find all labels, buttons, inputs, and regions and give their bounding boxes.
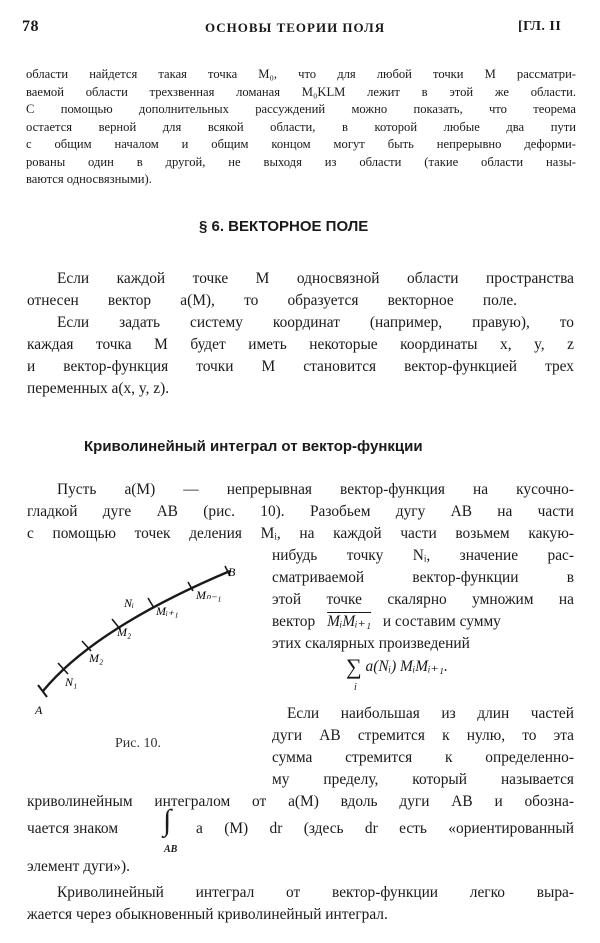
chapter-marker: [ГЛ. II xyxy=(518,19,562,34)
section-line: и вектор-функция точки M становится вектор-функцией трех xyxy=(27,358,574,375)
section-line: каждая точка M будет иметь некоторые координаты x, y, z xyxy=(27,336,574,353)
intro-line: остается верной для всякой области, в которой любые два пути xyxy=(26,120,576,134)
page-number: 78 xyxy=(22,18,39,35)
text-line: Криволинейный интеграл от вектор-функции легко выра- xyxy=(57,884,574,901)
text-line-vector xyxy=(272,611,574,633)
running-title: ОСНОВЫ ТЕОРИИ ПОЛЯ xyxy=(205,20,386,35)
text-line: му пределу, который называется xyxy=(272,771,574,788)
text-line: с помощью точек деления Mᵢ, на каждой части возьмем какую- xyxy=(27,525,574,542)
label-Mn1: Mₙ₋₁ xyxy=(196,588,222,602)
text-line: элемент дуги»). xyxy=(27,858,130,875)
label-Mi1: Mᵢ₊₁ xyxy=(156,604,179,618)
figure-caption: Рис. 10. xyxy=(115,736,161,751)
label-M2-lower: M₂ xyxy=(89,651,104,665)
sum-index: i xyxy=(354,682,357,693)
intro-line: рованы один в другой, не выходя из области (такие области назы- xyxy=(26,155,576,169)
vector-MiMi1: MᵢMᵢ₊₁ xyxy=(327,613,372,630)
label-A: A xyxy=(35,703,43,717)
label-Ni: Nᵢ xyxy=(124,596,134,610)
integral-sign: ∫ xyxy=(163,804,172,837)
text-line: Если наибольшая из длин частей xyxy=(287,705,574,722)
text-line: Пусть a(M) — непрерывная вектор-функция на кусочно- xyxy=(57,481,574,498)
sum-sign: ∑ xyxy=(346,654,362,679)
intro-line: с общим началом и общим концом могут быть непрерывно деформи- xyxy=(26,137,576,151)
section-title: § 6. ВЕКТОРНОЕ ПОЛЕ xyxy=(199,218,369,235)
intro-line: С помощью дополнительных рассуждений можно показать, что теорема xyxy=(26,102,576,116)
section-line: отнесен вектор a(M), то образуется векторное поле. xyxy=(27,292,517,309)
intro-line: ваемой области трехзвенная ломаная M₀KLM лежит в этой же области. xyxy=(26,85,576,99)
section-line: переменных a(x, y, z). xyxy=(27,380,170,397)
tick-Mi xyxy=(148,598,154,608)
text-line: этих скалярных произведений xyxy=(272,635,470,652)
text-line: этой точке скалярно умножим на xyxy=(272,591,574,608)
integral-limit: AB xyxy=(164,844,178,855)
sum-body: a(Nᵢ) MᵢMᵢ₊₁. xyxy=(365,658,448,675)
text-fragment: a (M) dr (здесь dr есть «ориентированный xyxy=(196,820,574,837)
text-line: сматриваемой вектор-функции в xyxy=(272,569,574,586)
figure-10 xyxy=(25,558,275,728)
subsection-title: Криволинейный интеграл от вектор-функции xyxy=(84,438,423,455)
label-N1: N₁ xyxy=(65,675,78,689)
intro-line: ваются односвязными). xyxy=(26,172,152,186)
label-M2-upper: M₂ xyxy=(117,625,132,639)
label-B: B xyxy=(228,565,236,579)
sum-formula xyxy=(346,654,448,680)
section-line: Если задать систему координат (например, правую), то xyxy=(57,314,574,331)
text-fragment: вектор xyxy=(272,613,316,630)
section-line: Если каждой точке M односвязной области пространства xyxy=(57,270,574,287)
text-line: сумма стремится к определенно- xyxy=(272,749,574,766)
intro-line: области найдется такая точка M₀, что для любой точки M рассматри- xyxy=(26,67,576,81)
text-line: гладкой дуге AB (рис. 10). Разобьем дугу AB на части xyxy=(27,503,574,520)
text-line: нибудь точку Nᵢ, значение рас- xyxy=(272,547,574,564)
text-line: дуги AB стремится к нулю, то эта xyxy=(272,727,574,744)
text-line: криволинейным интегралом от a(M) вдоль дуги AB и обозна- xyxy=(27,793,574,810)
text-fragment: чается знаком xyxy=(27,820,119,837)
text-fragment: и составим сумму xyxy=(382,613,501,630)
text-line: жается через обыкновенный криволинейный интеграл. xyxy=(27,906,388,923)
